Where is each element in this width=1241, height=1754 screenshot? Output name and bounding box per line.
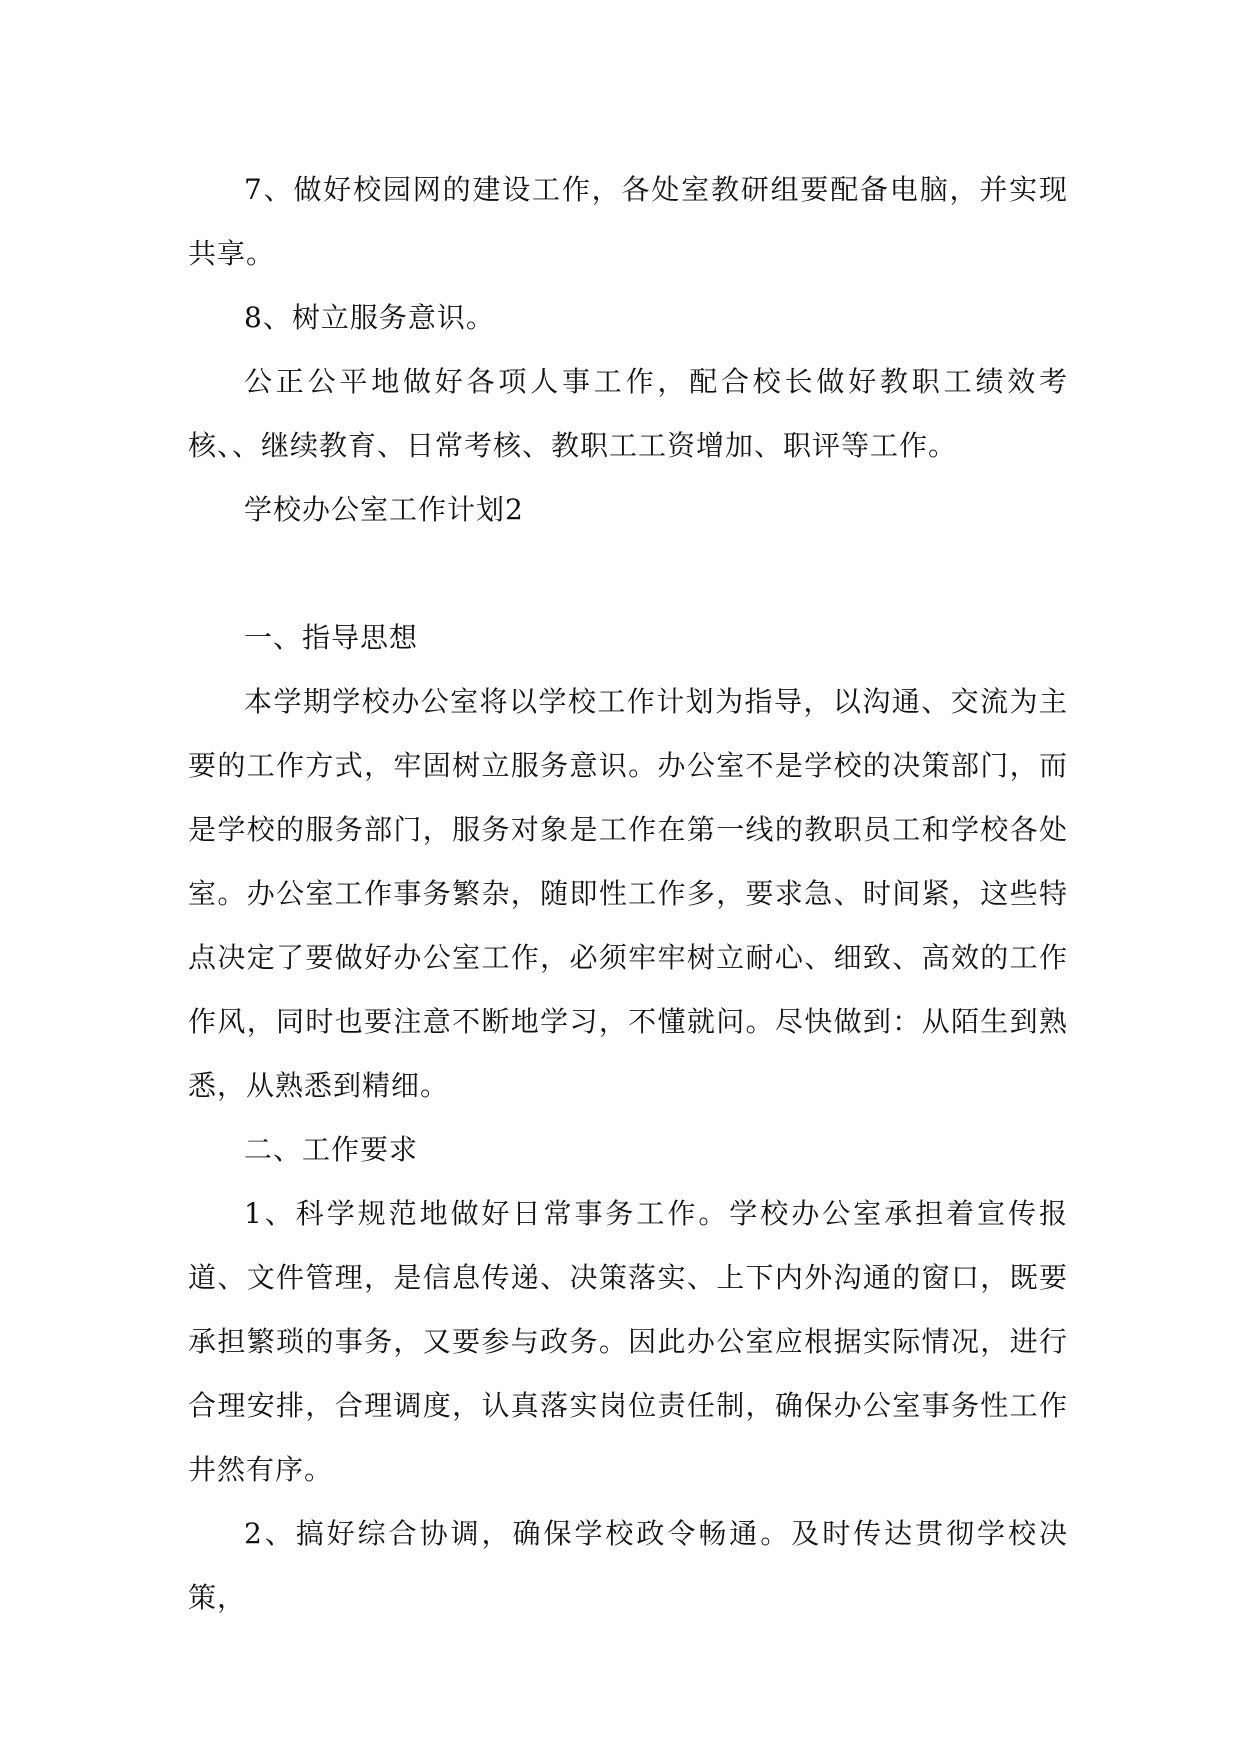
paragraph-item-8: 8、树立服务意识。	[244, 301, 495, 334]
document-body	[188, 158, 1068, 1630]
paragraph-requirement-2: 2、搞好综合协调，确保学校政令畅通。及时传达贯彻学校决策，	[188, 1517, 1068, 1614]
paragraph-item-7: 7、做好校园网的建设工作，各处室教研组要配备电脑，并实现共享。	[188, 173, 1068, 270]
paragraph-guiding-ideology: 本学期学校办公室将以学校工作计划为指导，以沟通、交流为主要的工作方式，牢固树立服务意识。办公室不是学校的决策部门，而是学校的服务部门，服务对象是工作在第一线的教职员工和学校各处室。办公室工作事务繁杂，随即性工作多，要求急、时间紧，这些特点决定了要做好办公室工作，必须牢牢树立耐心、细致、高效的工作作风，同时也要注意不断地学习，不懂就问。尽快做到：从陌生到熟悉，从熟悉到精细。	[188, 685, 1068, 1102]
paragraph-requirement-1: 1、科学规范地做好日常事务工作。学校办公室承担着宣传报道、文件管理，是信息传递、决策落实、上下内外沟通的窗口，既要承担繁琐的事务，又要参与政务。因此办公室应根据实际情况，进行合理安排，合理调度，认真落实岗位责任制，确保办公室事务性工作井然有序。	[188, 1197, 1068, 1486]
paragraph-personnel: 公正公平地做好各项人事工作，配合校长做好教职工绩效考核、、继续教育、日常考核、教职工工资增加、职评等工作。	[188, 365, 1068, 462]
heading-work-requirements: 二、工作要求	[244, 1133, 419, 1166]
blank-line	[188, 542, 1068, 606]
section-title: 学校办公室工作计划2	[244, 493, 524, 526]
heading-guiding-ideology: 一、指导思想	[244, 621, 419, 654]
